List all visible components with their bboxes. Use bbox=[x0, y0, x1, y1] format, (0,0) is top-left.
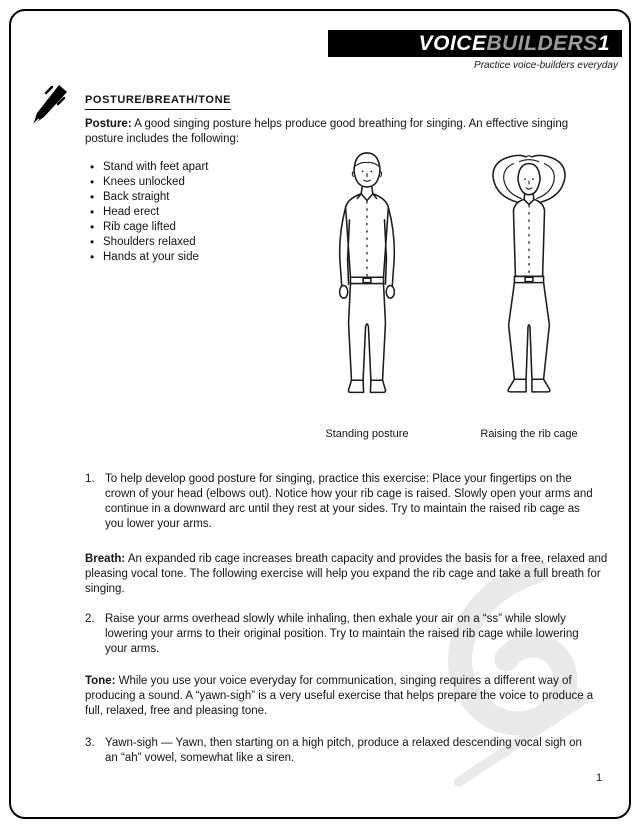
posture-paragraph bbox=[85, 117, 607, 147]
bullet-item: • Head erect bbox=[90, 205, 300, 220]
exercise-1 bbox=[85, 472, 597, 532]
caption-raising-ribcage: Raising the rib cage bbox=[480, 428, 578, 440]
bullet-item: • Knees unlocked bbox=[90, 175, 300, 190]
bullet-item: • Rib cage lifted bbox=[90, 220, 300, 235]
posture-bullet-list bbox=[90, 160, 300, 265]
exercise-2 bbox=[85, 612, 597, 657]
logo-voicebuilders bbox=[419, 32, 610, 56]
page-number: 1 bbox=[596, 772, 603, 784]
caption-standing-posture: Standing posture bbox=[325, 428, 409, 440]
figure-raising-ribcage bbox=[458, 150, 600, 440]
posture-text: A good singing posture helps produce good breathing for singing. An effective singing posture includes the following: bbox=[85, 118, 569, 145]
logo-number-text: 1 bbox=[597, 31, 610, 55]
exercise-2-number: 2. bbox=[85, 613, 95, 625]
logo-voice-text: VOICE bbox=[418, 31, 487, 55]
tagline: Practice voice-builders everyday bbox=[474, 60, 618, 71]
exercise-2-text: Raise your arms overhead slowly while inhaling, then exhale your air on a “ss” while slowly lowering your arms to their original position. Try to maintain the raised rib cage while lowering your arms. bbox=[105, 613, 579, 655]
pen-icon bbox=[30, 84, 68, 126]
tone-label: Tone: bbox=[85, 675, 116, 687]
tone-text: While you use your voice everyday for communication, singing requires a different way of producing a sound. A “yawn-sigh” is a very useful exercise that helps prepare the voice to produce a full, relaxed, free and pleasing tone. bbox=[85, 675, 594, 717]
posture-label: Posture: bbox=[85, 118, 132, 130]
figure-standing-posture bbox=[296, 150, 438, 440]
pen-icon-wrap bbox=[30, 84, 68, 126]
breath-paragraph bbox=[85, 552, 610, 597]
exercise-3-number: 3. bbox=[85, 737, 95, 749]
section-heading: POSTURE/BREATH/TONE bbox=[85, 94, 231, 110]
bullet-item: • Stand with feet apart bbox=[90, 160, 300, 175]
exercise-3 bbox=[85, 736, 597, 766]
raising-ribcage-figure bbox=[469, 150, 589, 422]
breath-label: Breath: bbox=[85, 553, 126, 565]
standing-posture-figure bbox=[307, 150, 427, 422]
bullet-item: • Shoulders relaxed bbox=[90, 235, 300, 250]
tone-paragraph bbox=[85, 674, 610, 719]
figures-row bbox=[296, 150, 600, 440]
breath-text: An expanded rib cage increases breath capacity and provides the basis for a free, relaxed and pleasing vocal tone. The following exercise will help you expand the rib cage and take a full breath for singing. bbox=[85, 553, 608, 595]
exercise-3-text: Yawn-sigh — Yawn, then starting on a high pitch, produce a relaxed descending vocal sigh on an “ah” vowel, somewhat like a siren. bbox=[105, 737, 582, 764]
bullet-item: • Back straight bbox=[90, 190, 300, 205]
exercise-1-number: 1. bbox=[85, 473, 95, 485]
bullet-item: • Hands at your side bbox=[90, 250, 300, 265]
logo-bar bbox=[328, 30, 622, 57]
exercise-1-text: To help develop good posture for singing, practice this exercise: Place your fingertips on the crown of your head (elbows out). Notice how your rib cage is raised. Slowly open your arms and continue in a downward arc until they rest at your sides. Try to maintain the raised rib cage as you lower your arms. bbox=[105, 473, 593, 530]
logo-builders-text: BUILDERS bbox=[486, 31, 598, 55]
